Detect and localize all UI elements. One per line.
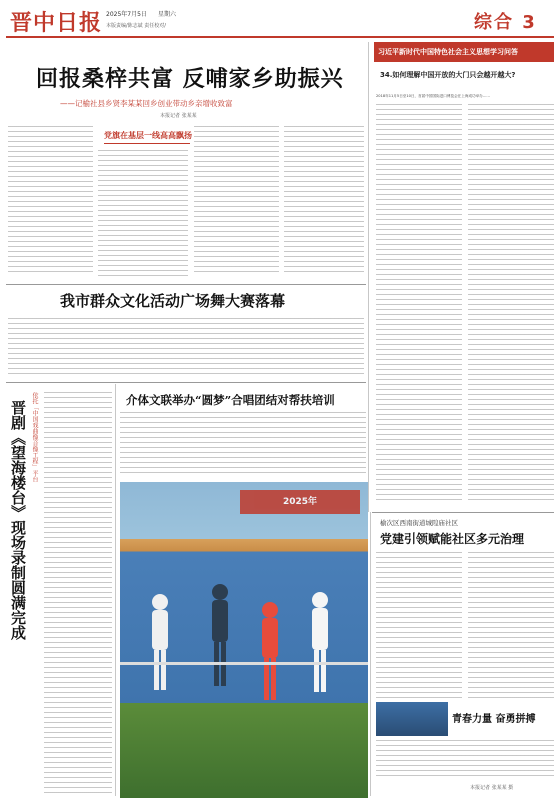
main-body-col-3	[194, 126, 279, 276]
issue-date: 2025年7月5日	[106, 11, 147, 18]
story4-headline: 介体文联举办“圆梦”合唱团结对帮扶培训	[126, 393, 335, 407]
story2-body	[8, 318, 364, 378]
study-banner-text: 习近平新时代中国特色社会主义思想学习问答	[378, 48, 518, 56]
editor-line: 本版责编/陈志斌 责任校对/	[106, 23, 166, 29]
story6-headline: 青春力量 奋勇拼搏	[452, 714, 536, 725]
divider-3	[115, 384, 116, 796]
story5-kicker: 榆次区西南街道城隍庙社区	[380, 519, 458, 527]
study-banner	[374, 42, 554, 62]
masthead	[0, 0, 560, 40]
story6-body	[376, 740, 554, 780]
main-body-col-2	[98, 150, 188, 276]
story6-byline: 本报记者 张某某 摄	[470, 785, 514, 791]
main-right-rule	[368, 42, 369, 512]
main-headline: 回报桑梓共富 反哺家乡助振兴	[36, 66, 344, 92]
player-1	[152, 594, 168, 690]
player-2	[212, 584, 228, 686]
story3-body	[44, 392, 112, 794]
main-subhead: ——记榆社县乡贤李某某回乡创业带动乡亲增收致富	[60, 99, 233, 108]
paper-logo: 晋中日报	[10, 10, 103, 36]
main-body-col-4	[284, 126, 364, 276]
study-body-col-1	[376, 104, 462, 504]
players-illustration	[120, 482, 368, 798]
story3-kicker: 依托「中国戏曲像音像工程」平台	[31, 392, 38, 482]
main-body-col-1	[8, 126, 93, 276]
side-kicker: 党旗在基层一线高高飘扬	[104, 130, 190, 144]
story6-photo	[376, 702, 448, 736]
net	[120, 662, 368, 665]
study-lead: 2018年11月5日至10日，首届中国国际进口博览会在上海成功举办……	[376, 94, 491, 98]
story4-body	[120, 412, 366, 476]
divider-2	[6, 382, 366, 383]
story5-body-col-1	[376, 552, 462, 700]
study-question: 34.如何理解中国开放的大门只会越开越大?	[380, 71, 516, 79]
story3-headline: 晋剧《望海楼台》现场录制圆满完成	[9, 400, 27, 640]
player-4	[312, 592, 328, 692]
story5-body-col-2	[468, 552, 554, 700]
sports-photo	[120, 482, 368, 798]
divider-1	[6, 284, 366, 285]
study-body-col-2	[468, 104, 554, 504]
divider-4	[372, 512, 554, 513]
photo-banner-text: 2025年	[282, 497, 318, 507]
right-lower-rule	[370, 512, 371, 796]
issue-weekday: 星期六	[158, 11, 177, 18]
story2-headline: 我市群众文化活动广场舞大赛落幕	[60, 292, 286, 310]
masthead-rule	[6, 36, 554, 38]
story5-headline: 党建引领赋能社区多元治理	[380, 532, 525, 546]
section-label: 综合 3	[474, 12, 537, 33]
main-byline: 本报记者 张某某	[160, 113, 197, 119]
player-3	[262, 602, 278, 700]
